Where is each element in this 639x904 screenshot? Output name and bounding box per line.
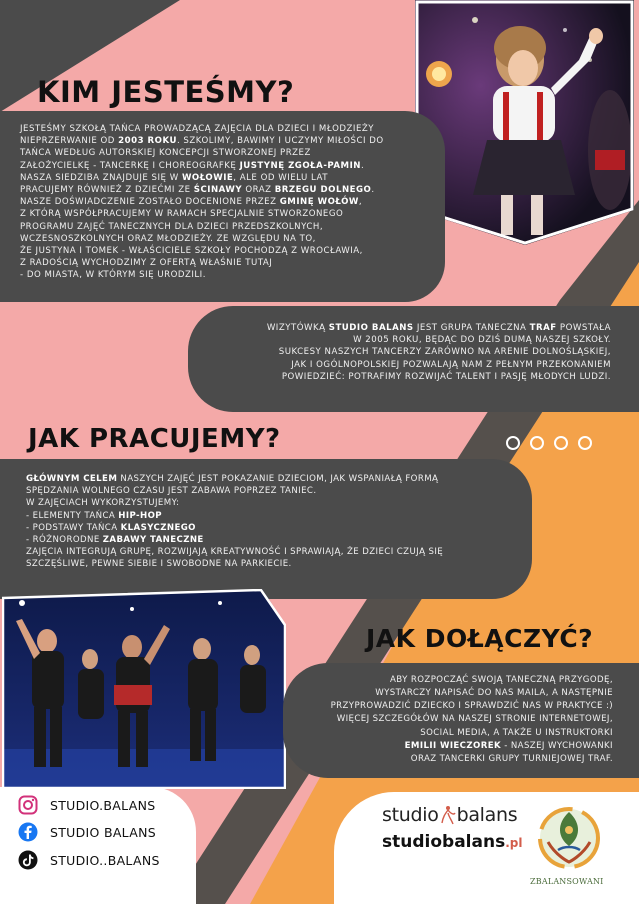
text-segment: SZCZĘŚLIWE, PEWNE SIEBIE I SWOBODNE NA PARKIECIE. (26, 559, 292, 570)
decorative-circle-3 (554, 436, 568, 450)
text-line (198, 346, 611, 358)
dancers-group-photo (2, 589, 286, 789)
bold-text-segment: HIP-HOP (118, 510, 162, 521)
text-segment: - ELEMENTY TAŃCA (26, 510, 119, 521)
traf-group-text-box (188, 306, 639, 412)
text-segment: ZAŁOŻYCIELKĘ - TANCERKĘ I CHOREOGRAFKĘ (20, 160, 240, 171)
text-line (20, 269, 435, 281)
text-line (198, 371, 611, 383)
text-line (293, 740, 613, 753)
bold-text-segment: ŚCINAWY (193, 185, 243, 196)
text-segment: . (371, 185, 375, 196)
bold-text-segment: GMINĘ WOŁÓW (279, 197, 359, 208)
decorative-circle-4 (578, 436, 592, 450)
text-segment: . (361, 160, 365, 171)
text-segment: WCZESNOSZKOLNYCH ORAZ MŁODZIEŻY. ZE WZGLĘDU NA TO, (20, 233, 316, 244)
text-segment: JEST GRUPA TANECZNA (413, 323, 530, 333)
text-segment: WYSTARCZY NAPISAĆ DO NAS MAILA, A NASTĘPNIE (375, 688, 613, 699)
instagram-icon (18, 795, 38, 815)
text-segment: , ALE OD WIELU LAT (233, 172, 328, 183)
text-line (293, 713, 613, 726)
text-line (198, 334, 611, 346)
text-segment: W 2005 ROKU, BĘDĄC DO DZIŚ DUMĄ NASZEJ SZKOŁY. (353, 335, 611, 346)
how-to-join-text-box (283, 663, 639, 778)
text-segment: SOCIAL MEDIA, A TAKŻE U INSTRUKTORKI (420, 727, 613, 738)
text-segment: JESTEŚMY SZKOŁĄ TAŃCA PROWADZĄCĄ ZAJĘCIA DLA DZIECI I MŁODZIEŻY (20, 124, 375, 134)
website-url-tld: .pl (505, 836, 523, 850)
girl-dancing-photo (415, 0, 634, 245)
decorative-circle-1 (506, 436, 520, 450)
logo-word-studio: studio (382, 804, 439, 826)
studio-balans-logo (382, 804, 517, 826)
text-segment: POWIEDZIEĆ: POTRAFIMY ROZWIJAĆ TALENT I PASJĘ MŁODYCH LUDZI. (281, 371, 611, 382)
text-line (20, 245, 435, 257)
text-segment: . SZKOLIMY, BAWIMY I UCZYMY MIŁOŚCI DO (176, 136, 384, 147)
text-segment: ORAZ (242, 185, 275, 196)
facebook-handle: STUDIO BALANS (50, 824, 156, 840)
jak-pracujemy-heading: JAK PRACUJEMY? (28, 424, 281, 454)
logo-word-balans: balans (456, 804, 518, 826)
text-segment: SUKCESY NASZYCH TANCERZY ZARÓWNO NA ARENIE DOLNOŚLĄSKIEJ, (278, 347, 611, 358)
text-segment: - RÓŻNORODNE (26, 535, 103, 546)
text-line (293, 753, 613, 766)
text-segment: W ZAJĘCIACH WYKORZYSTUJEMY: (26, 498, 180, 509)
text-line (20, 147, 435, 159)
text-segment: , (358, 197, 363, 208)
text-segment: TAŃCA WEDŁUG AUTORSKIEJ KONCEPCJI STWORZONEJ PRZEZ (20, 148, 311, 159)
text-segment: - NASZEJ WYCHOWANKI (501, 740, 613, 751)
text-line (26, 558, 522, 570)
text-segment: NASZE DOŚWIADCZENIE ZOSTAŁO DOCENIONE PRZEZ (20, 197, 280, 208)
facebook-icon (18, 822, 38, 842)
text-line (26, 473, 522, 485)
dancer-figure-icon (439, 805, 457, 825)
text-segment: JAK I OGÓLNOPOLSKIEJ POZWALAJĄ NAM Z PEŁNYM PRZEKONANIEM (291, 359, 611, 370)
text-line (20, 172, 435, 184)
bold-text-segment: GŁÓWNYM CELEM (26, 474, 118, 484)
text-segment: WIĘCEJ SZCZEGÓŁÓW NA NASZEJ STRONIE INTERNETOWEJ, (336, 714, 613, 725)
logo-panel (334, 792, 639, 904)
tiktok-icon (18, 850, 38, 870)
text-line (26, 546, 522, 558)
text-segment: POWSTAŁA (556, 323, 611, 333)
jak-dolaczyc-heading: JAK DOŁĄCZYĆ? (366, 624, 594, 653)
kim-jestesmy-heading: KIM JESTEŚMY? (37, 75, 295, 109)
tiktok-link[interactable] (18, 850, 160, 870)
text-line (20, 135, 435, 147)
bold-text-segment: BRZEGU DOLNEGO (274, 185, 372, 196)
text-segment: ŻE JUSTYNA I TOMEK - WŁAŚCICIELE SZKOŁY POCHODZĄ Z WROCŁAWIA, (20, 246, 363, 257)
text-segment: - PODSTAWY TAŃCA (26, 522, 121, 533)
text-line (20, 160, 435, 172)
text-line (26, 522, 522, 534)
text-segment: PRACUJEMY RÓWNIEŻ Z DZIEĆMI ZE (20, 185, 194, 196)
website-url[interactable] (382, 832, 522, 852)
text-line (20, 221, 435, 233)
facebook-link[interactable] (18, 822, 156, 842)
decorative-circle-2 (530, 436, 544, 450)
bold-text-segment: EMILII WIECZOREK (404, 740, 502, 751)
text-line (293, 727, 613, 740)
text-line (198, 322, 611, 334)
bold-text-segment: WOŁOWIE (181, 172, 234, 183)
text-segment: Z RADOŚCIĄ WYCHODZIMY Z OFERTĄ WŁAŚNIE TUTAJ (20, 258, 273, 269)
text-line (198, 359, 611, 371)
text-segment: SPĘDZANIA WOLNEGO CZASU JEST ZABAWA POPRZEZ TANIEC. (26, 486, 317, 497)
bold-text-segment: 2003 ROKU (118, 136, 177, 147)
text-line (20, 196, 435, 208)
text-segment: ORAZ TANCERKI GRUPY TURNIEJOWEJ TRAF. (410, 753, 613, 764)
text-line (26, 497, 522, 509)
text-line (20, 184, 435, 196)
instagram-link[interactable] (18, 795, 155, 815)
instagram-handle: STUDIO.BALANS (50, 797, 156, 813)
text-segment: ZAJĘCIA INTEGRUJĄ GRUPĘ, ROZWIJAJĄ KREATYWNOŚĆ I SPRAWIAJĄ, ŻE DZIECI CZUJĄ SIĘ (26, 547, 444, 558)
text-segment: PROGRAMU ZAJĘĆ TANECZNYCH DLA DZIECI PRZEDSZKOLNYCH, (20, 221, 324, 232)
text-segment: NASZYCH ZAJĘĆ JEST POKAZANIE DZIECIOM, JAK WSPANIAŁĄ FORMĄ (117, 474, 439, 484)
text-segment: NASZA SIEDZIBA ZNAJDUJE SIĘ W (20, 172, 182, 183)
bold-text-segment: TRAF (529, 323, 557, 333)
bold-text-segment: KLASYCZNEGO (120, 522, 196, 533)
tiktok-handle: STUDIO..BALANS (50, 852, 160, 868)
text-line (20, 208, 435, 220)
text-line (26, 534, 522, 546)
zbalansowani-label: ZBALANSOWANI (530, 877, 604, 886)
text-line (26, 485, 522, 497)
about-us-text-box (0, 111, 445, 302)
bold-text-segment: STUDIO BALANS (328, 323, 414, 333)
text-segment: Z KTÓRĄ WSPÓŁPRACUJEMY W RAMACH SPECJALNIE STWORZONEGO (20, 209, 344, 220)
text-segment: WIZYTÓWKĄ (266, 323, 329, 333)
text-line (26, 510, 522, 522)
bold-text-segment: ZABAWY TANECZNE (102, 535, 204, 546)
zbalansowani-emblem (536, 806, 602, 870)
text-line (293, 700, 613, 713)
text-segment: PRZYPROWADZIĆ DZIECKO I SPRAWDZIĆ NAS W PRAKTYCE :) (330, 701, 613, 712)
website-url-main: studiobalans (382, 832, 506, 852)
social-media-panel (0, 787, 196, 904)
text-line (20, 123, 435, 135)
text-line (293, 687, 613, 700)
text-line (20, 257, 435, 269)
text-line (293, 674, 613, 687)
text-segment: NIEPRZERWANIE OD (20, 136, 119, 147)
text-segment: - DO MIASTA, W KTÓRYM SIĘ URODZILI. (20, 270, 206, 281)
text-line (20, 233, 435, 245)
how-we-work-text-box (0, 459, 532, 599)
bold-text-segment: JUSTYNĘ ZGOŁA-PAMIN (239, 160, 361, 171)
text-segment: ABY ROZPOCZĄĆ SWOJĄ TANECZNĄ PRZYGODĘ, (389, 675, 613, 685)
